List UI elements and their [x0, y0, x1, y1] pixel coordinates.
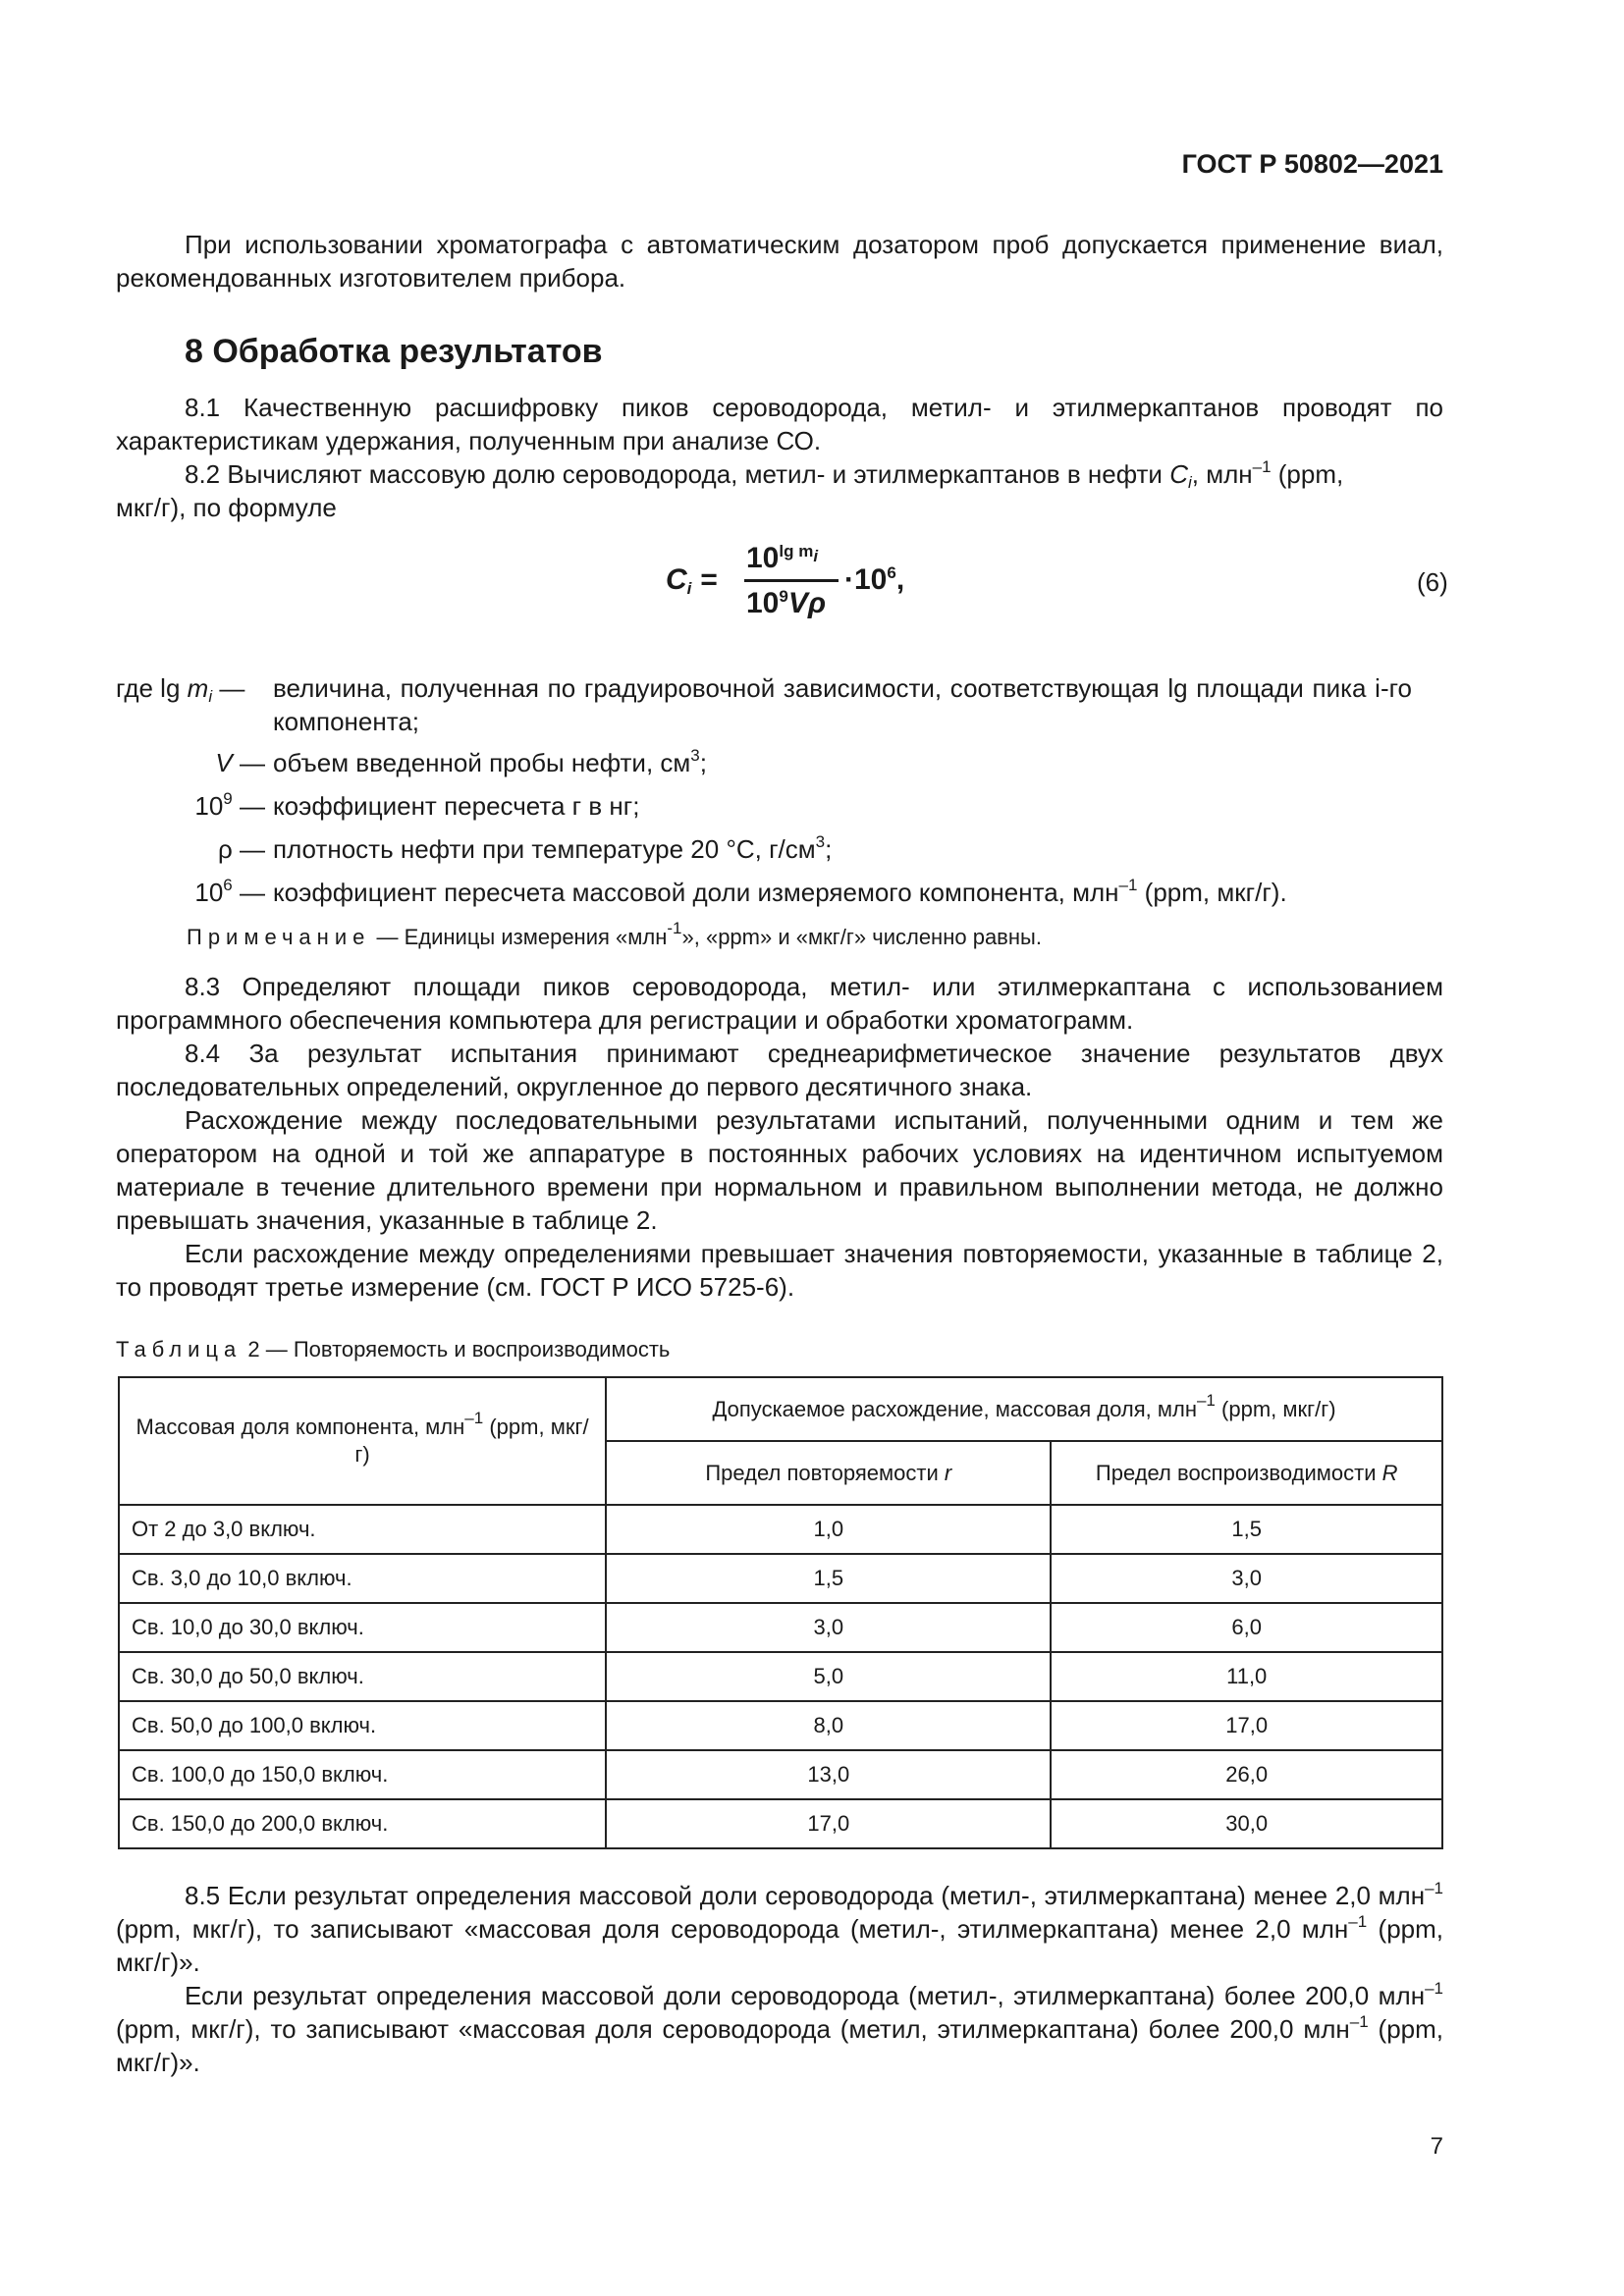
column-header-group: Допускаемое расхождение, массовая доля, млн$^{-1}$ (ppm, мкг/г): [606, 1377, 1442, 1441]
table-cell-R: 1,5: [1051, 1505, 1442, 1554]
paragraph-8-5: 8.5 Если результат определения массовой доли сероводорода (метил-, этилмеркаптана) менее 2,0 млн$^{-1}$ (ppm, мкг/г), то записывают «массовая доля сероводорода (метил-, этилмеркаптана) менее 2,0 млн$^{-1}$ (ppm, мкг/г)».: [116, 1879, 1443, 1977]
table-row: [119, 1554, 1442, 1603]
paragraph-8-4-c: Если расхождение между определениями превышает значения повторяемости, указанные в таблице 2, то проводят третье измерение (см. ГОСТ Р ИСО 5725-6).: [116, 1239, 1443, 1302]
document-page: ГОСТ Р 50802—2021 При использовании хроматографа с автоматическим дозатором проб допускается применение виал, рекомендованных изготовителем прибора. 8 Обработка результатов 8.1 Качественную расшифровку пиков сероводорода, метил- и этилмеркаптанов проводят по характеристикам удержания, полученным при анализе СО. 8.2 Вычисляют массовую долю сероводорода, метил- и этилмеркаптанов в нефти $C_i$, млн$^{-1}$ (ppm, мкг/г), по формуле $C_i$ = $10^{lg m_i}$ $10^9V\rho$ $\cdot 10^6$, (6) где $\lg m_i$ — величина, полученная по градуировочной зависимости, соответствующая lg площади пика i-го компонента; V — объем введенной пробы нефти, $см^3$; $10^9$ — коэффициент пересчета г в нг; ρ — плотность нефти при температуре 20 °С, $г/см^3$; $10^6$ — коэффициент пересчета массовой доли измеряемого компонента, млн$^{-1}$ (ppm, мкг/г). Примечание — Единицы измерения «млн$^{-1}$», «ppm» и «мкг/г» численно равны. 8.3 Определяют площади пиков сероводорода, метил- или этилмеркаптана с использованием программного обеспечения компьютера для регистрации и обработки хроматограмм. 8.4 За результат испытания принимают среднеарифметическое значение результатов двух последовательных определений, округленное до первого десятичного знака. Расхождение между последовательными результатами испытаний, полученными одним и тем же оператором на одной и той же аппаратуре в постоянных рабочих условиях на идентичном испытуемом материале в течение длительного времени при нормальном и правильном выполнении метода, не должно превышать значения, указанные в таблице 2. Если расхождение между определениями превышает значения повторяемости, указанные в таблице 2, то проводят третье измерение (см. ГОСТ Р ИСО 5725-6). Таблица 2 — Повторяемость и воспроизводимость Массовая доля компонента, млн$^{-1}$ (ppm, мкг/г) Допускаемое расхождение, массовая доля, млн$^{-1}$ (ppm, мкг/г) Предел повторяемости r Предел воспроизводимости R От 2 до 3,0 включ. 1,0 1,5 Св. 3,0 до 10,0 включ. 1,5 3,0 Св. 10,0 до 30,0 включ. 3,0 6,0 Св. 30,0 до 50,0 включ. 5,0 11,0 Св. 50,0 до 100,0 включ. 8,0 17,0 Св. 100,0 до 150,0 включ. 13,0 26,0 Св. 150,0 до 200,0 включ. 17,0 30,0 8.5 Если результат определения массовой доли сероводорода (метил-, этилмеркаптана) менее 2,0 млн$^{-1}$ (ppm, мкг/г), то записывают «массовая доля сероводорода (метил-, этилмеркаптана) менее 2,0 млн$^{-1}$ (ppm, мкг/г)». Если результат определения массовой доли сероводорода (метил-, этилмеркаптана) более 200,0 млн$^{-1}$ (ppm, мкг/г), то записывают «массовая доля сероводорода (метил, этилмеркаптана) более 200,0 млн$^{-1}$ (ppm, мкг/г)». 7: [116, 0, 1443, 2296]
table-cell-R: 6,0: [1051, 1603, 1442, 1652]
table-cell-r: 3,0: [606, 1603, 1051, 1652]
table-cell-range: От 2 до 3,0 включ.: [119, 1505, 606, 1554]
table-cell-range: Св. 30,0 до 50,0 включ.: [119, 1652, 606, 1701]
column-header-mass-fraction: Массовая доля компонента, млн$^{-1}$ (ppm, мкг/г): [119, 1377, 606, 1505]
paragraph-8-2: 8.2 Вычисляют массовую долю сероводорода, метил- и этилмеркаптанов в нефти $C_i$, млн$^{-1}$ (ppm,: [185, 457, 1344, 492]
table-cell-R: 17,0: [1051, 1701, 1442, 1750]
table-row: [119, 1505, 1442, 1554]
paragraph-8-1: 8.1 Качественную расшифровку пиков сероводорода, метил- и этилмеркаптанов проводят по характеристикам удержания, полученным при анализе СО.: [116, 393, 1443, 455]
formula-number: (6): [1417, 567, 1448, 597]
table-cell-R: 30,0: [1051, 1799, 1442, 1848]
paragraph-8-3: 8.3 Определяют площади пиков сероводорода, метил- или этилмеркаптана с использованием программного обеспечения компьютера для регистрации и обработки хроматограмм.: [116, 972, 1443, 1035]
table-row: [119, 1799, 1442, 1848]
table-row: [119, 1701, 1442, 1750]
table-cell-range: Св. 50,0 до 100,0 включ.: [119, 1701, 606, 1750]
note: Примечание — Единицы измерения «млн$^{-1}$», «ppm» и «мкг/г» численно равны.: [187, 919, 1042, 949]
column-header-repeatability: Предел повторяемости r: [606, 1441, 1051, 1505]
fraction-bar: [744, 579, 839, 582]
table-cell-r: 17,0: [606, 1799, 1051, 1848]
table-row: [119, 1750, 1442, 1799]
table-cell-R: 26,0: [1051, 1750, 1442, 1799]
table-caption: Таблица 2 — Повторяемость и воспроизводимость: [116, 1337, 671, 1362]
section-title: 8 Обработка результатов: [185, 333, 603, 370]
repeatability-table: [118, 1376, 1443, 1849]
intro-paragraph: При использовании хроматографа с автоматическим дозатором проб допускается применение виал, рекомендованных изготовителем прибора.: [116, 230, 1443, 293]
table-row: [119, 1652, 1442, 1701]
paragraph-8-2-cont: мкг/г), по формуле: [116, 493, 337, 522]
table-cell-R: 3,0: [1051, 1554, 1442, 1603]
table-cell-range: Св. 150,0 до 200,0 включ.: [119, 1799, 606, 1848]
table-row: [119, 1603, 1442, 1652]
table-cell-r: 5,0: [606, 1652, 1051, 1701]
formula-6: $C_i$ = $10^{lg m_i}$ $10^9V\rho$ $\cdot 10^6$,: [666, 542, 905, 619]
table-cell-range: Св. 10,0 до 30,0 включ.: [119, 1603, 606, 1652]
table-cell-r: 8,0: [606, 1701, 1051, 1750]
table-cell-r: 1,5: [606, 1554, 1051, 1603]
page-number: 7: [1430, 2133, 1443, 2160]
paragraph-8-5-b: Если результат определения массовой доли сероводорода (метил-, этилмеркаптана) более 200,0 млн$^{-1}$ (ppm, мкг/г), то записывают «массовая доля сероводорода (метил, этилмеркаптана) более 200,0 млн$^{-1}$ (ppm, мкг/г)».: [116, 1979, 1443, 2077]
table-cell-range: Св. 3,0 до 10,0 включ.: [119, 1554, 606, 1603]
paragraph-8-4-b: Расхождение между последовательными результатами испытаний, полученными одним и тем же оператором на одной и той же аппаратуре в постоянных рабочих условиях на идентичном испытуемом материале в течение длительного времени при нормальном и правильном выполнении метода, не должно превышать значения, указанные в таблице 2.: [116, 1105, 1443, 1235]
table-cell-r: 13,0: [606, 1750, 1051, 1799]
column-header-reproducibility: Предел воспроизводимости R: [1051, 1441, 1442, 1505]
table-cell-range: Св. 100,0 до 150,0 включ.: [119, 1750, 606, 1799]
paragraph-8-4: 8.4 За результат испытания принимают среднеарифметическое значение результатов двух последовательных определений, округленное до первого десятичного знака.: [116, 1039, 1443, 1101]
table-cell-R: 11,0: [1051, 1652, 1442, 1701]
document-header: ГОСТ Р 50802—2021: [1181, 149, 1443, 179]
table-cell-r: 1,0: [606, 1505, 1051, 1554]
